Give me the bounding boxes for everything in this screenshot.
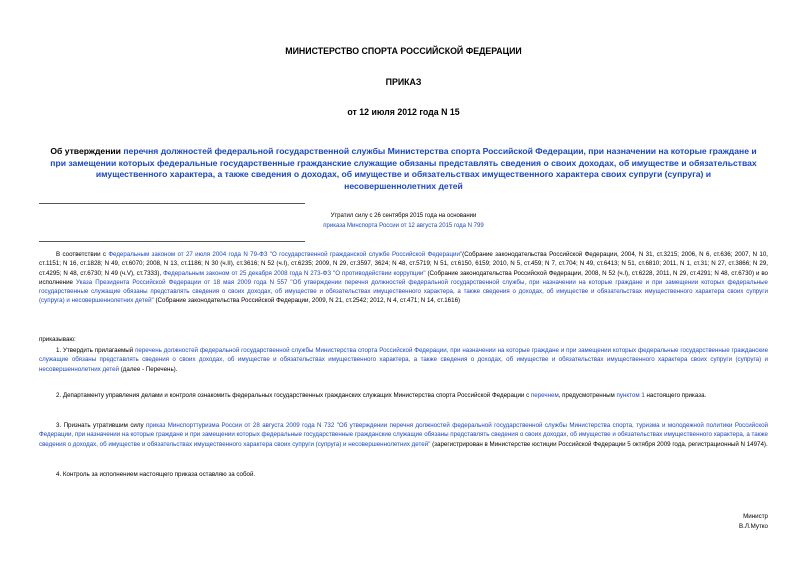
order-word: приказываю: xyxy=(39,336,76,343)
item-2-text-1: 2. Департаменту управления делами и контроля ознакомить федеральных государственных гражданских служащих Министерства спорта Российской Федерации с xyxy=(56,392,531,399)
document-date-number: от 12 июля 2012 года N 15 xyxy=(347,107,460,117)
document-type-heading: ПРИКАЗ xyxy=(385,77,422,87)
item-3-text-1: 3. Признать утратившим силу xyxy=(56,422,146,429)
item-2-list-link[interactable]: перечнем xyxy=(530,392,559,399)
preamble-text-2: (Собрание законодательства Российской Федерации, 2004, N 31, ст.3215; 2006, N 6, ст.636; 2007, N 10, ст.1151; N 16, ст.1828; N 49, ст.6070; 2008, N 13, ст.1186; N 30 (ч.II), ст.3616; N 52 (ч.I), ст.6235; 2009, N 29, ст.3597, 3624; N 48, ст.5719; N 51, ст.6150, 6159; 2010, N 5, ст.459; N 7, ст.704; N 49, ст.6413; N 51, ст.6810; 2011, N 1, ст.31; N 27, ст.3866; N 29, ст.4295; N 48, ст.6730; N 49 (ч.V), ст.7333), xyxy=(39,251,769,277)
ministry-heading: МИНИСТЕРСТВО СПОРТА РОССИЙСКОЙ ФЕДЕРАЦИИ xyxy=(285,46,522,56)
preamble-text-4: (Собрание законодательства Российской Федерации, 2009, N 21, ст.2542; 2012, N 4, ст.471; N 14, ст.1616) xyxy=(153,297,461,305)
item-2-text-2: , предусмотренным xyxy=(558,392,617,399)
item-4-paragraph: 4. Контроль за исполнением настоящего приказа оставляю за собой. xyxy=(56,471,256,478)
preamble-text-1: В соответствии с xyxy=(56,251,109,258)
item-3-text-2: (зарегистрирован в Министерстве юстиции Российской Федерации 5 октября 2009 года, регистрационный N 14974). xyxy=(430,440,768,448)
preamble-text-3: (Собрание законодательства Российской Федерации, 2008, N 52 (ч.I), ст.6228, 2011, N 29, ст.4291; N 48, ст.6730) и во исполнение xyxy=(39,269,768,286)
item-1-paragraph xyxy=(39,346,768,374)
preamble-paragraph xyxy=(39,250,768,306)
item-3-order-732-link[interactable]: приказ Минспорттуризма России от 28 августа 2009 года N 732 "Об утверждении перечня должностей федеральной государственной службы Министерства спорта, туризма и молодежной политики Российской Федерации, при назначении на которые граждане и при замещении которых федеральные государственные гражданские служащие обязаны представлять сведения о своих доходах, об имуществе и обязательствах имущественного характера, а также сведения о доходах, об имуществе и обязательствах имущественного характера своих супруги (супруга) и несовершеннолетних детей" xyxy=(39,422,768,448)
document-title xyxy=(50,146,757,192)
item-1-text-1: 1. Утвердить прилагаемый xyxy=(56,347,136,354)
item-2-point-1-link[interactable]: пунктом 1 xyxy=(616,392,645,399)
federal-law-79-link[interactable]: Федеральным законом от 27 июля 2004 года N 79-ФЗ "О государственной гражданской службе Российской Федерации" xyxy=(108,251,463,258)
signature-name: В.Л.Мутко xyxy=(739,523,768,530)
divider-top xyxy=(39,203,305,204)
divider-bottom xyxy=(39,241,305,242)
title-link[interactable]: перечня должностей федеральной государственной службы Министерства спорта Российской Федерации, при назначении на которые граждане и при замещении которых федеральные государственные гражданские служащие обязаны представлять сведения о своих доходах, об имуществе и обязательствах имущественного характера, а также сведения о доходах, об имуществе и обязательствах имущественного характера своих супруги (супруга) и несовершеннолетних детей xyxy=(50,146,757,191)
item-3-paragraph xyxy=(39,421,768,449)
presidential-decree-557-link[interactable]: Указа Президента Российской Федерации от 18 мая 2009 года N 557 "Об утверждении перечня должностей федеральной государственной службы, при назначении на которые граждане и при замещении которых федеральные государственные служащие обязаны представлять сведения о своих доходах, об имуществе и обязательствах имущественного характера, а также сведения о доходах, об имуществе и обязательствах имущественного характера своих супруги (супруга) и несовершеннолетних детей" xyxy=(39,278,768,305)
item-2-paragraph xyxy=(39,391,768,400)
signature-position: Министр xyxy=(743,513,768,520)
lost-force-note-link-line xyxy=(0,222,807,231)
item-2-text-3: настоящего приказа. xyxy=(644,392,707,399)
federal-law-273-link[interactable]: Федеральным законом от 25 декабря 2008 года N 273-ФЗ "О противодействии коррупции" xyxy=(163,269,426,277)
item-1-list-link[interactable]: перечень должностей федеральной государственной службы Министерства спорта Российской Федерации, при назначении на которые граждане и при замещении которых федеральные государственные гражданские служащие обязаны представлять сведения о своих доходах, об имуществе и обязательствах имущественного характера, а также сведения о доходах, об имуществе и обязательствах имущественного характера своих супруги (супруга) и несовершеннолетних детей xyxy=(39,347,769,373)
lost-force-note: Утратил силу с 26 сентября 2015 года на основании xyxy=(330,213,477,219)
item-1-text-2: (далее - Перечень). xyxy=(118,365,178,373)
title-prefix: Об утверждении xyxy=(50,146,124,156)
signature-block xyxy=(739,512,768,532)
lost-force-order-link[interactable]: приказа Минспорта России от 12 августа 2015 года N 799 xyxy=(323,223,484,229)
